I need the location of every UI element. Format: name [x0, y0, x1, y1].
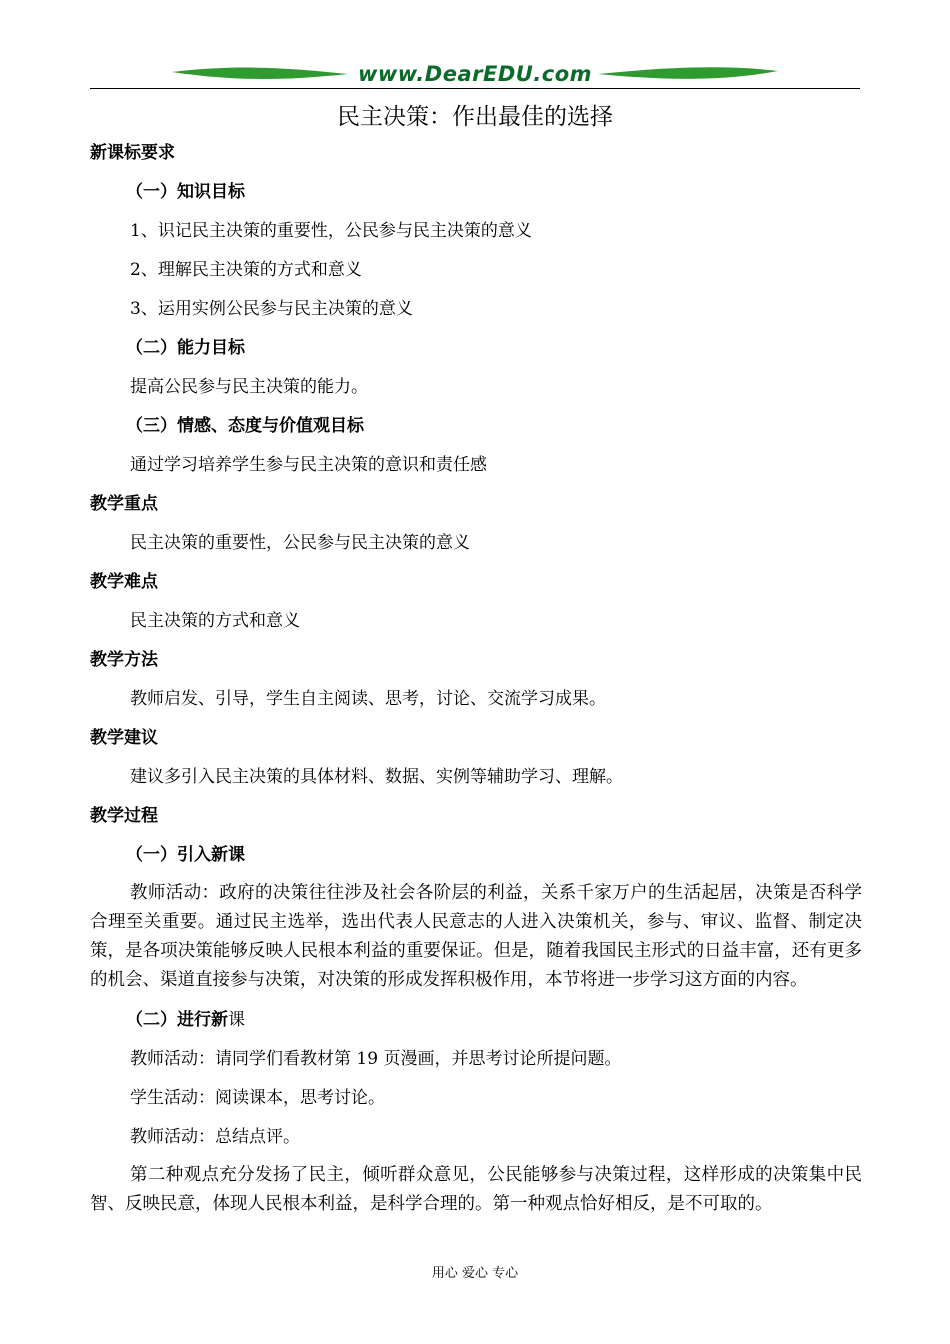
- document-body: [90, 138, 862, 1229]
- list-item: 3、运用实例公民参与民主决策的意义: [130, 299, 413, 319]
- subsection-heading-bold: （二）进行新: [126, 1010, 228, 1030]
- paragraph: 教师启发、引导，学生自主阅读、思考，讨论、交流学习成果。: [130, 689, 606, 709]
- subsection-heading: （三）情感、态度与价值观目标: [126, 416, 364, 436]
- section-heading: 新课标要求: [90, 143, 175, 163]
- site-header: [90, 60, 860, 90]
- section-heading: 教学方法: [90, 650, 158, 670]
- list-item: 2、理解民主决策的方式和意义: [130, 260, 362, 280]
- section-heading: 教学重点: [90, 494, 158, 514]
- paragraph: 教师活动：政府的决策往往涉及社会各阶层的利益，关系千家万户的生活起居，决策是否科学合理至关重要。通过民主选举，选出代表人民意志的人进入决策机关，参与、审议、监督、制定决策，是各项决策能够反映人民根本利益的重要保证。但是，随着我国民主形式的日益丰富，还有更多的机会、渠道直接参与决策，对决策的形成发挥积极作用，本节将进一步学习这方面的内容。: [90, 883, 862, 990]
- paragraph: 教师活动：请同学们看教材第 19 页漫画，并思考讨论所提问题。: [130, 1049, 622, 1069]
- subsection-heading: （一）知识目标: [126, 182, 245, 202]
- paragraph: 提高公民参与民主决策的能力。: [130, 377, 368, 397]
- list-item: 1、识记民主决策的重要性，公民参与民主决策的意义: [130, 221, 532, 241]
- subsection-heading-plain: 课: [228, 1010, 245, 1030]
- paragraph: 学生活动：阅读课本，思考讨论。: [130, 1088, 385, 1108]
- paragraph: 民主决策的方式和意义: [130, 611, 300, 631]
- subsection-heading: [90, 1005, 862, 1044]
- page-footer: 用心 爱心 专心: [431, 1266, 519, 1281]
- site-logo-text: www.DearEDU.com: [357, 62, 593, 86]
- header-rule: [90, 88, 860, 89]
- paragraph: 民主决策的重要性，公民参与民主决策的意义: [130, 533, 470, 553]
- paragraph: 通过学习培养学生参与民主决策的意识和责任感: [130, 455, 487, 475]
- paragraph: 教师活动：总结点评。: [130, 1127, 300, 1147]
- paragraph: 建议多引入民主决策的具体材料、数据、实例等辅助学习、理解。: [130, 767, 623, 787]
- section-heading: 教学建议: [90, 728, 158, 748]
- section-heading: 教学难点: [90, 572, 158, 592]
- section-heading: 教学过程: [90, 806, 158, 826]
- subsection-heading: （二）能力目标: [126, 338, 245, 358]
- subsection-heading: （一）引入新课: [126, 845, 245, 865]
- page-title: 民主决策：作出最佳的选择: [337, 104, 613, 130]
- paragraph: 第二种观点充分发扬了民主，倾听群众意见，公民能够参与决策过程，这样形成的决策集中民智、反映民意，体现人民根本利益，是科学合理的。第一种观点恰好相反，是不可取的。: [90, 1165, 862, 1214]
